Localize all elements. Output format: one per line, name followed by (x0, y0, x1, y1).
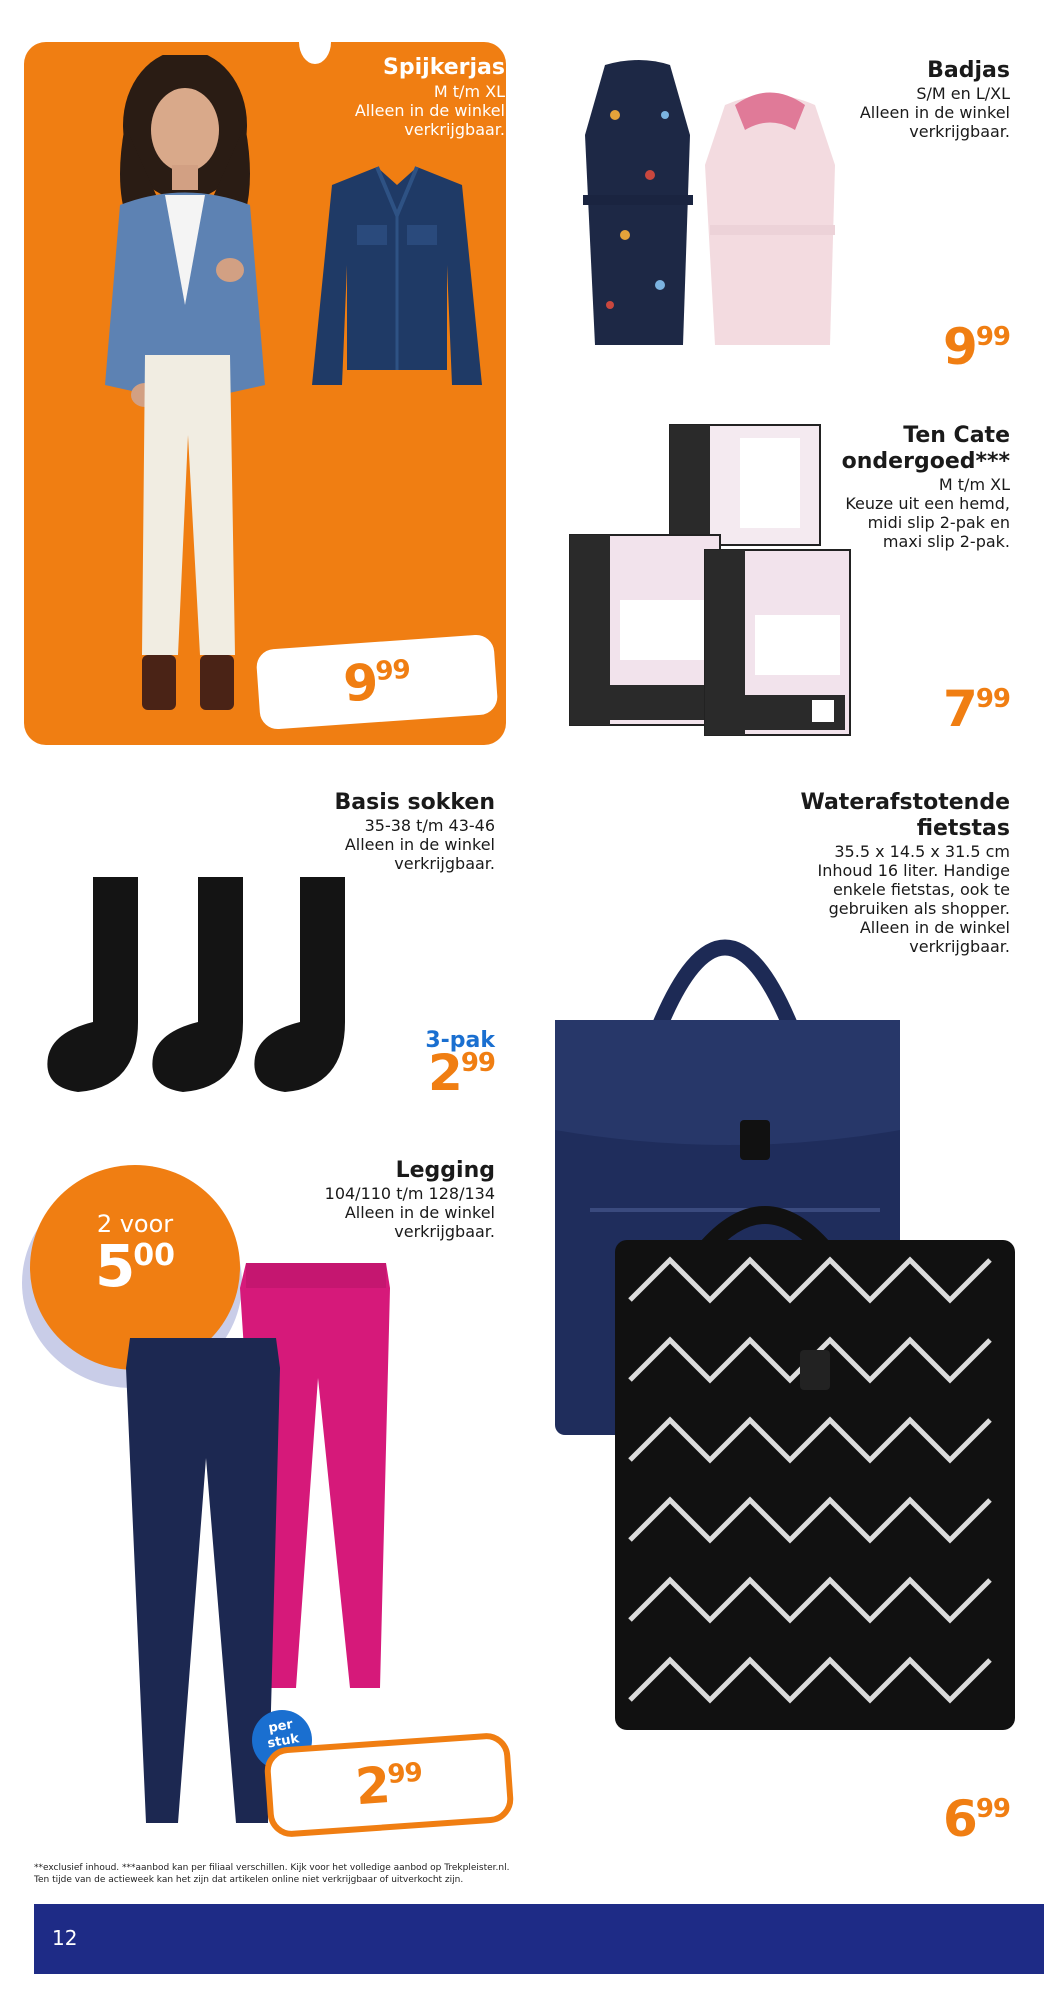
tencate-title-line: Ten Cate (903, 423, 1010, 448)
page-number: 12 (52, 1926, 78, 1950)
spijkerjas-detail-line: M t/m XL (433, 82, 505, 101)
disclaimer-text (34, 1862, 1014, 1886)
spijkerjas-details (280, 82, 505, 139)
fietstas-detail-line: Inhoud 16 liter. Handige (817, 861, 1010, 880)
fietstas-detail-line: 35.5 x 14.5 x 31.5 cm (834, 842, 1010, 861)
fietstas-title-line: Waterafstotende (800, 790, 1010, 815)
sokken-product-image (38, 872, 358, 1102)
spijkerjas-title: Spijkerjas (383, 55, 505, 80)
spijkerjas-detail-line: Alleen in de winkel (354, 101, 505, 120)
legging-detail-line: 104/110 t/m 128/134 (324, 1184, 495, 1203)
fietstas-detail-line: Alleen in de winkel (859, 918, 1010, 937)
legging-details (230, 1184, 495, 1241)
tencate-detail-line: Keuze uit een hemd, (845, 494, 1010, 513)
legging-price-tag (263, 1732, 515, 1839)
fietstas-title-line: fietstas (916, 816, 1010, 841)
legging-detail-line: verkrijgbaar. (394, 1222, 495, 1241)
legging-per-stuk-text: per stuk (266, 1717, 301, 1752)
tencate-price: 799 (943, 680, 1010, 738)
disclaimer-line: **exclusief inhoud. ***aanbod kan per filiaal verschillen. Kijk voor het volledige aanbod op Trekpleister.nl. (34, 1863, 510, 1873)
badjas-detail-line: verkrijgbaar. (909, 122, 1010, 141)
fietstas-price: 699 (943, 1790, 1010, 1848)
badjas-details (760, 84, 1010, 141)
spijkerjas-price: 999 (341, 653, 411, 714)
tencate-detail-line: midi slip 2-pak en (867, 513, 1010, 532)
sokken-detail-line: 35-38 t/m 43-46 (364, 816, 495, 835)
spijkerjas-detail-line: verkrijgbaar. (404, 120, 505, 139)
tencate-title-line: ondergoed*** (841, 449, 1010, 474)
sokken-details (230, 816, 495, 873)
spijkerjas-product-image (302, 155, 492, 395)
legging-detail-line: Alleen in de winkel (344, 1203, 495, 1222)
sokken-detail-line: verkrijgbaar. (394, 854, 495, 873)
tencate-detail-line: M t/m XL (938, 475, 1010, 494)
tencate-title (760, 423, 1010, 475)
fietstas-detail-line: verkrijgbaar. (909, 937, 1010, 956)
sokken-pack-label: 3-pak (425, 1028, 495, 1053)
badjas-detail-line: Alleen in de winkel (859, 103, 1010, 122)
fietstas-title (740, 790, 1010, 842)
fietstas-detail-line: gebruiken als shopper. (828, 899, 1010, 918)
legging-deal-label: 2 voor (96, 1210, 174, 1238)
legging-price: 299 (353, 1756, 423, 1817)
legging-title: Legging (395, 1158, 495, 1183)
legging-deal-price: 500 (94, 1232, 176, 1300)
badjas-price: 999 (943, 318, 1010, 376)
footer-bar (34, 1904, 1044, 1974)
fietstas-product-image (550, 880, 1020, 1740)
badjas-detail-line: S/M en L/XL (916, 84, 1010, 103)
badjas-title: Badjas (927, 58, 1010, 83)
fietstas-detail-line: enkele fietstas, ook te (832, 880, 1010, 899)
tencate-details (760, 475, 1010, 551)
tencate-detail-line: maxi slip 2-pak. (882, 532, 1010, 551)
sokken-detail-line: Alleen in de winkel (344, 835, 495, 854)
disclaimer-line: Ten tijde van de actieweek kan het zijn dat artikelen online niet verkrijgbaar of uitverkocht zijn. (34, 1875, 464, 1885)
spijkerjas-price-tag (249, 627, 505, 736)
sokken-title: Basis sokken (334, 790, 495, 815)
sokken-price: 299 (428, 1044, 495, 1102)
spijkerjas-model-image (70, 55, 300, 735)
